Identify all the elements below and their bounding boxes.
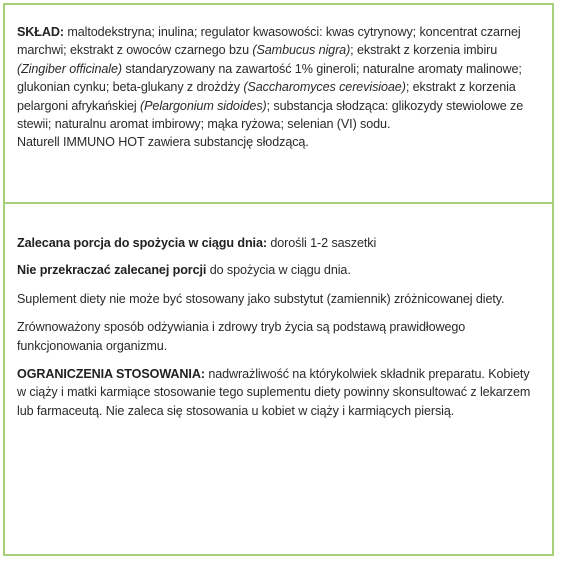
dose-value: dorośli 1-2 saszetki <box>266 236 377 250</box>
restrictions-label: OGRANICZENIA STOSOWANIA: <box>17 367 205 382</box>
composition-label: SKŁAD: <box>17 25 64 39</box>
latin-name-zingiber: (Zingiber officinale) <box>17 61 122 76</box>
limit-paragraph <box>17 261 540 279</box>
usage-section <box>5 204 552 430</box>
composition-text-2: ; ekstrakt z korzenia imbiru <box>350 43 498 58</box>
composition-text-3: standaryzowany na zawartość 1% gineroli; naturalne aromaty malinowe; glukonian cynku; beta-glukany z drożdży <box>17 61 522 95</box>
composition-section <box>5 5 552 204</box>
limit-text: do spożycia w ciągu dnia. <box>206 263 351 278</box>
latin-name-saccharomyces: (Saccharomyces cerevisioae) <box>243 80 406 95</box>
sweetener-note: Naturell IMMUNO HOT zawiera substancję słodzącą. <box>17 135 309 150</box>
label-frame <box>3 3 554 556</box>
dose-label: Zalecana porcja do spożycia w ciągu dnia: <box>17 236 267 250</box>
supplement-note: Suplement diety nie może być stosowany jako substytut (zamiennik) zróżnicowanej diety. <box>17 291 505 306</box>
dose-paragraph <box>17 234 540 252</box>
composition-text-5: ; substancja słodząca: glikozydy stewiolowe ze stewii; naturalnu aromat imbirowy; mąka ryżowa; selenian (VI) sodu. <box>17 98 524 132</box>
limit-label: Nie przekraczać zalecanej porcji <box>17 263 207 278</box>
restrictions-text: nadwrażliwość na którykolwiek składnik preparatu. Kobiety w ciąży i matki karmiące stosowanie tego suplementu diety powinny skonsultować z lekarzem lub farmaceutą. Nie zaleca się stosowania u kobiet w ciąży i karmiących piersią. <box>17 367 531 418</box>
latin-name-sambucus: (Sambucus nigra) <box>252 43 351 58</box>
composition-text-1: maltodekstryna; inulina; regulator kwasowości: kwas cytrynowy; koncentrat czarnej marchwi; ekstrakt z owoców czarnego bzu <box>17 25 521 58</box>
diet-note: Zrównoważony sposób odżywiania i zdrowy tryb życia są podstawą prawidłowego funkcjonowania organizmu. <box>17 320 466 353</box>
latin-name-pelargonium: (Pelargonium sidoides) <box>140 98 267 113</box>
composition-text-4: ; ekstrakt z korzenia pelargoni afrykańskiej <box>17 80 516 113</box>
restrictions-paragraph <box>17 365 540 420</box>
